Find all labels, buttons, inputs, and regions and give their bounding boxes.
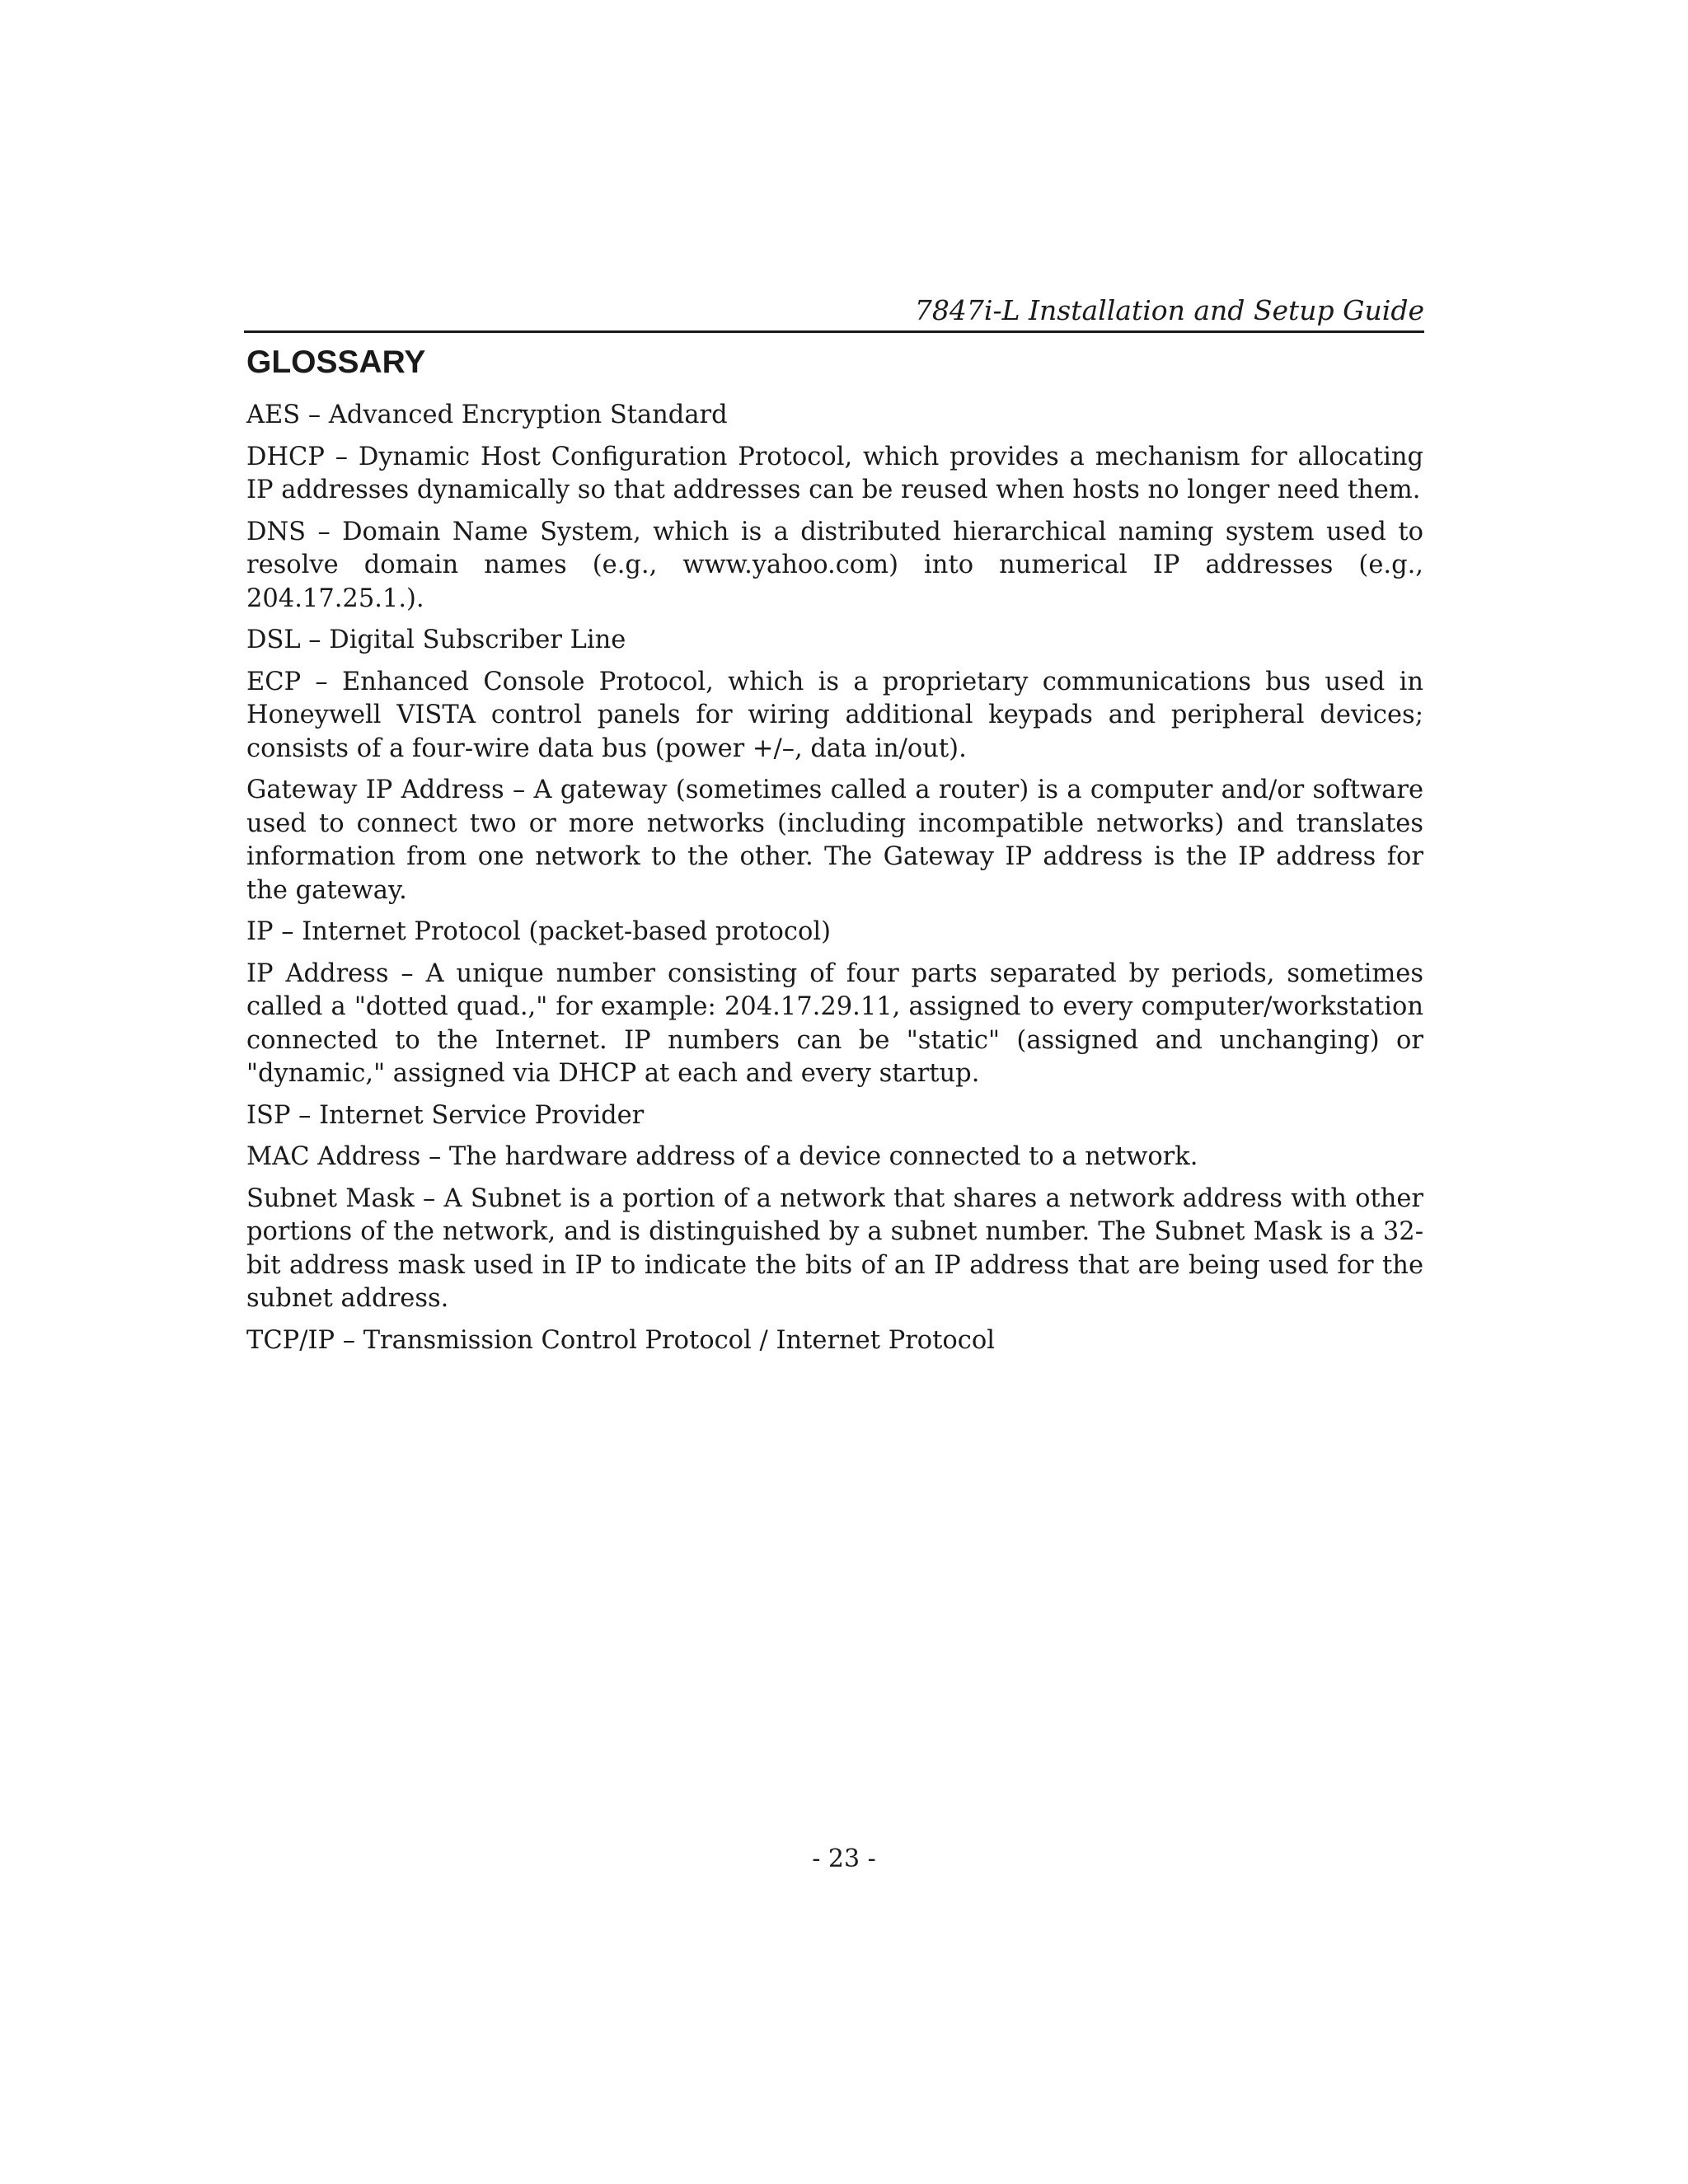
running-header: 7847i-L Installation and Setup Guide: [914, 294, 1424, 326]
section-title: GLOSSARY: [246, 344, 426, 380]
glossary-entry-ip-address: IP Address – A unique number consisting of four parts separated by periods, sometimes called a "dotted quad.," for example: 204.17.29.11, assigned to every computer/workstation connected to the Internet. IP numbers can be "static" (assigned and unchanging) or "dynamic," assigned via DHCP at each and every startup.: [246, 958, 1423, 1088]
glossary-entry-dsl: DSL – Digital Subscriber Line: [246, 626, 626, 654]
header-rule: [244, 330, 1424, 333]
glossary-entry-ip: IP – Internet Protocol (packet-based protocol): [246, 917, 832, 946]
glossary-entry-dns: DNS – Domain Name System, which is a distributed hierarchical naming system used to resolve domain names (e.g., www.yahoo.com) into numerical IP addresses (e.g., 204.17.25.1.).: [246, 517, 1423, 613]
glossary-entry-mac-address: MAC Address – The hardware address of a device connected to a network.: [246, 1142, 1198, 1171]
glossary-entry-dhcp: DHCP – Dynamic Host Configuration Protocol, which provides a mechanism for allocating IP addresses dynamically so that addresses can be reused when hosts no longer need them.: [246, 442, 1423, 504]
page-number: - 23 -: [812, 1844, 876, 1873]
glossary-entry-subnet-mask: Subnet Mask – A Subnet is a portion of a network that shares a network address with other portions of the network, and is distinguished by a subnet number. The Subnet Mask is a 32-bit address mask used in IP to indicate the bits of an IP address that are being used for the subnet address.: [246, 1183, 1423, 1313]
glossary-entry-aes: AES – Advanced Encryption Standard: [246, 401, 728, 429]
glossary-entry-tcp-ip: TCP/IP – Transmission Control Protocol / Internet Protocol: [246, 1325, 995, 1355]
glossary-list: [246, 399, 1423, 1366]
glossary-entry-ecp: ECP – Enhanced Console Protocol, which is a proprietary communications bus used in Honeywell VISTA control panels for wiring additional keypads and peripheral devices; consists of a four-wire data bus (power +/–, data in/out).: [246, 667, 1423, 763]
glossary-entry-isp: ISP – Internet Service Provider: [246, 1100, 645, 1130]
glossary-entry-gateway-ip-address: Gateway IP Address – A gateway (sometimes called a router) is a computer and/or software used to connect two or more networks (including incompatible networks) and translates information from one network to the other. The Gateway IP address is the IP address for the gateway.: [246, 776, 1423, 905]
